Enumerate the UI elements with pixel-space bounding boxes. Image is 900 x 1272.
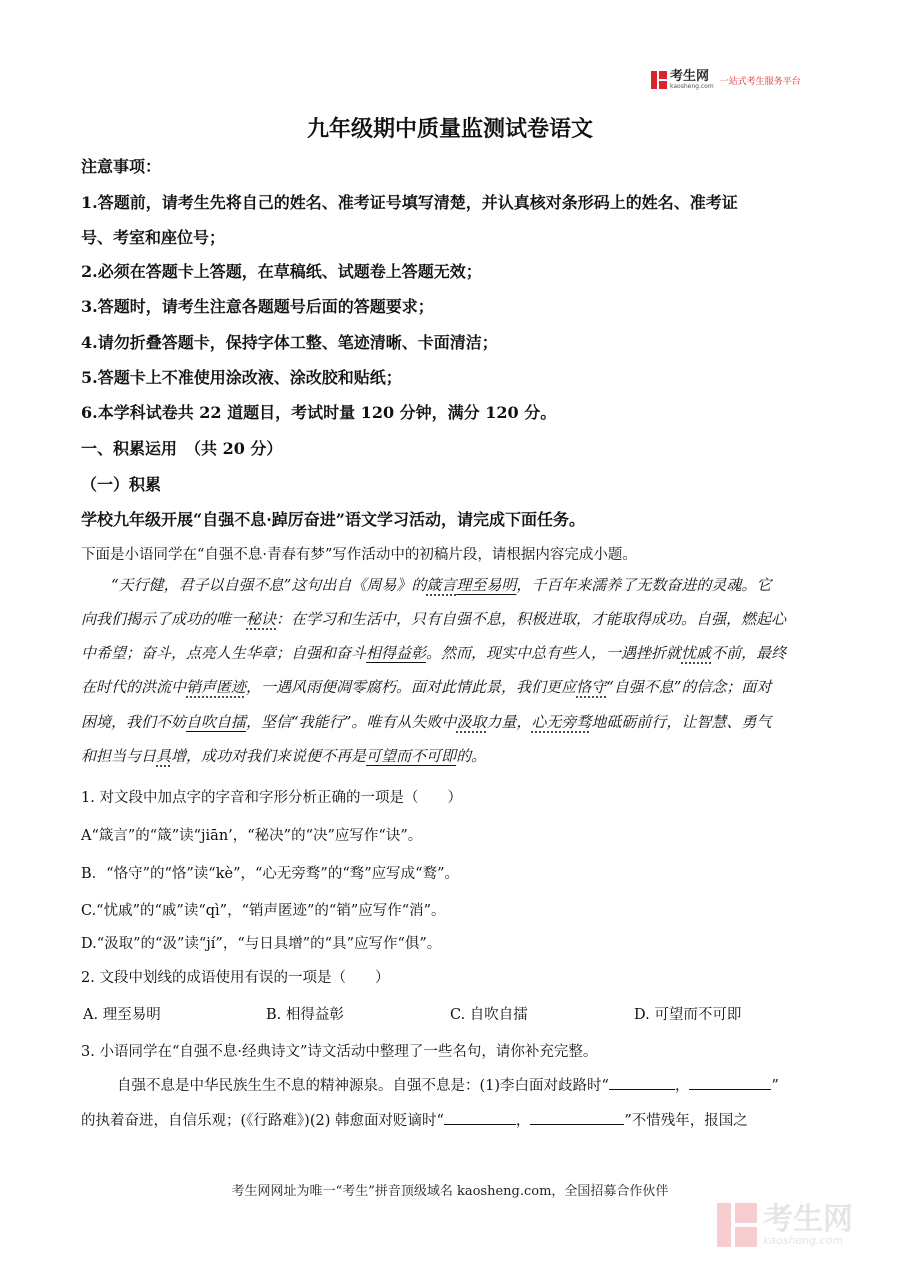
notice-heading: 注意事项： — [81, 157, 162, 176]
passage-line-4: 在时代的洪流中销声匿迹，一遇风雨便凋零腐朽。面对此情此景，我们更应恪守“自强不息”的信念；面对 — [81, 678, 772, 696]
watermark — [717, 1203, 853, 1247]
brand-slogan: 一站式考生服务平台 — [719, 76, 801, 87]
notice-item-1a: 1.答题前，请考生先将自己的姓名、准考证号填写清楚，并认真核对条形码上的姓名、准考证 — [81, 193, 738, 212]
passage-line-6: 和担当与日具增，成功对我们来说便不再是可望而不可即的。 — [81, 747, 487, 765]
watermark-url: kaosheng.com — [763, 1233, 844, 1247]
question-2-stem: 2. 文段中划线的成语使用有误的一项是（ ） — [81, 970, 390, 986]
notice-item-3: 3.答题时，请考生注意各题题号后面的答题要求； — [81, 297, 434, 316]
question-1-option-d: D.“汲取”的“汲”读“jí”，“与日具增”的“具”应写作“俱”。 — [81, 936, 442, 952]
passage-line-2: 向我们揭示了成功的唯一秘诀：在学习和生活中，只有自强不息，积极进取，才能取得成功。自强，燃起心 — [81, 610, 787, 628]
answer-blank[interactable] — [609, 1077, 675, 1090]
kaosheng-watermark-icon — [717, 1203, 757, 1247]
subsection-heading: （一）积累 — [81, 475, 162, 494]
question-1-stem: 1. 对文段中加点字的字音和字形分析正确的一项是（ ） — [81, 790, 462, 806]
passage-line-5: 困境，我们不妨自吹自擂，坚信“我能行”。唯有从失败中汲取力量，心无旁骛地砥砺前行，让智慧、勇气 — [81, 713, 772, 731]
question-3-line-2: 的执着奋进，自信乐观；(《行路难》)(2) 韩愈面对贬谪时“ ， ”不惜残年，报国之 — [81, 1113, 748, 1129]
notice-item-2: 2.必须在答题卡上答题，在草稿纸、试题卷上答题无效； — [81, 262, 482, 281]
question-3-stem: 3. 小语同学在“自强不息·经典诗文”诗文活动中整理了一些名句，请你补充完整。 — [81, 1044, 598, 1060]
answer-blank[interactable] — [444, 1112, 516, 1125]
notice-item-6: 6.本学科试卷共 22 道题目，考试时量 120 分钟，满分 120 分。 — [81, 403, 557, 422]
exam-title: 九年级期中质量监测试卷语文 — [306, 116, 593, 142]
question-1-option-a: A“箴言”的“箴”读“jiān’，“秘决”的“决”应写作“诀”。 — [81, 828, 423, 844]
section-heading: 一、积累运用 （共 20 分） — [81, 439, 283, 458]
question-2-option-d: D. 可望而不可即 — [634, 1007, 742, 1023]
notice-item-5: 5.答题卡上不准使用涂改液、涂改胶和贴纸； — [81, 368, 402, 387]
notice-item-1b: 号、考室和座位号； — [81, 228, 226, 247]
page-footer: 考生网网址为唯一“考生”拼音顶级域名 kaosheng.com，全国招募合作伙伴 — [231, 1184, 669, 1199]
passage-line-1: “天行健，君子以自强不息”这句出自《周易》的箴言理至易明，千百年来濡养了无数奋进的灵魂。它 — [111, 576, 772, 594]
kaosheng-logo-icon — [651, 71, 667, 89]
answer-blank[interactable] — [689, 1077, 771, 1090]
watermark-name: 考生网 — [763, 1201, 853, 1237]
notice-item-4: 4.请勿折叠答题卡，保持字体工整、笔迹清晰、卡面清洁； — [81, 333, 498, 352]
brand-url: kaosheng.com — [670, 83, 714, 90]
task-intro: 下面是小语同学在“自强不息·青春有梦”写作活动中的初稿片段，请根据内容完成小题。 — [81, 547, 637, 563]
question-1-option-b: B．“恪守”的“恪”读“kè”，“心无旁骛”的“骛”应写成“鹜”。 — [81, 866, 459, 882]
question-1-option-c: C.“忧戚”的“戚”读“qì”，“销声匿迹”的“销”应写作“消”。 — [81, 903, 446, 919]
question-2-option-b: B. 相得益彰 — [266, 1007, 344, 1023]
passage-line-3: 中希望；奋斗，点亮人生华章；自强和奋斗相得益彰。然而，现实中总有些人，一遇挫折就忧戚不前，最终 — [81, 644, 787, 662]
question-2-option-a: A. 理至易明 — [83, 1007, 161, 1023]
activity-heading: 学校九年级开展“自强不息·踔厉奋进”语文学习活动，请完成下面任务。 — [81, 510, 585, 529]
question-2-option-c: C. 自吹自擂 — [450, 1007, 528, 1023]
question-3-line-1: 自强不息是中华民族生生不息的精神源泉。自强不息是：(1)李白面对歧路时“ ， ” — [117, 1078, 779, 1094]
brand-logo — [651, 70, 801, 90]
answer-blank[interactable] — [530, 1112, 624, 1125]
brand-name: 考生网 — [670, 69, 710, 84]
